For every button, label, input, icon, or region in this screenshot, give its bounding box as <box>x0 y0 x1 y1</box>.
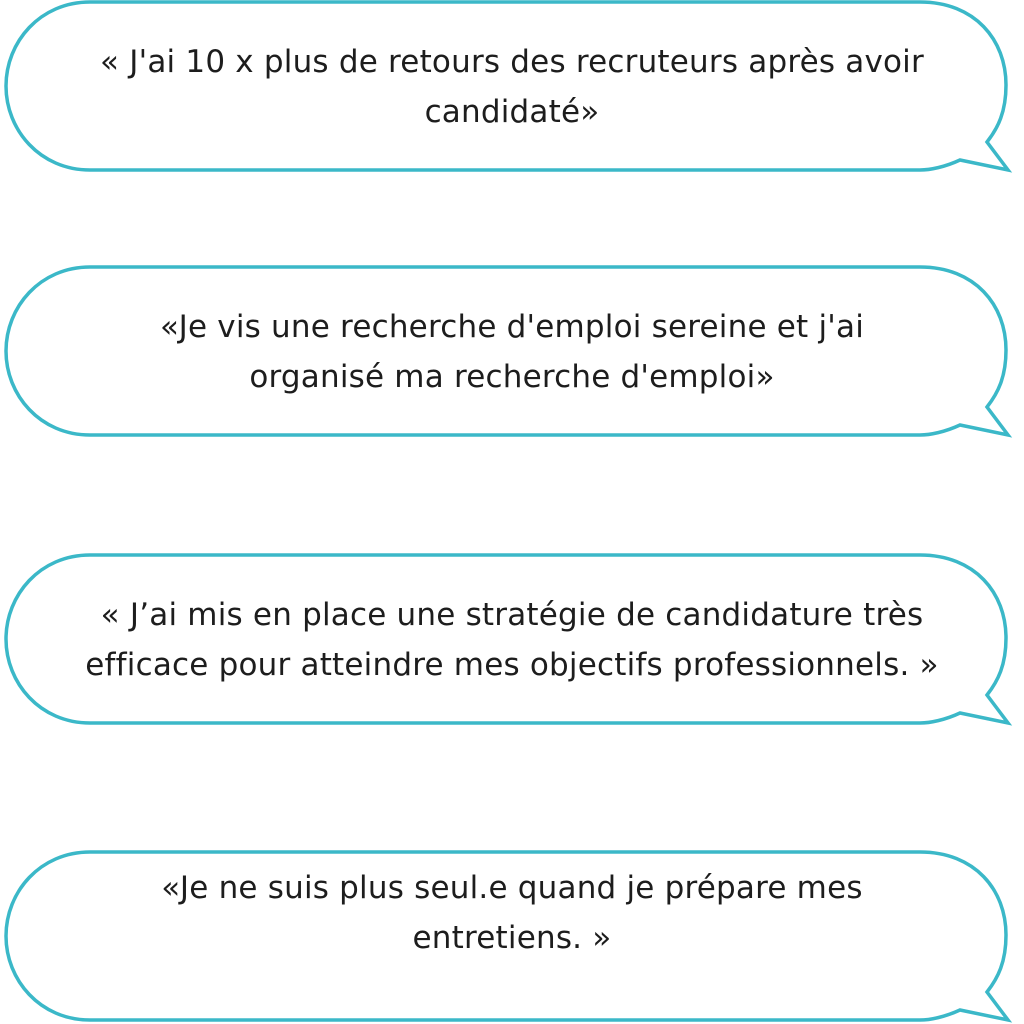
speech-bubble-2 <box>0 265 1024 445</box>
testimonial-text-3 <box>20 590 1004 690</box>
testimonial-line: «Je vis une recherche d'emploi sereine et j'ai <box>159 309 865 345</box>
testimonial-line: organisé ma recherche d'emploi» <box>249 359 775 395</box>
testimonial-line: candidaté» <box>424 94 600 130</box>
testimonial-line: « J’ai mis en place une stratégie de candidature très <box>100 597 924 633</box>
testimonial-text-4 <box>20 863 1004 963</box>
testimonial-text-2 <box>20 302 1004 402</box>
testimonial-line: efficace pour atteindre mes objectifs professionnels. » <box>85 647 939 683</box>
testimonial-line: entretiens. » <box>412 920 612 956</box>
testimonial-line: «Je ne suis plus seul.e quand je prépare mes <box>161 870 863 906</box>
speech-bubble-1 <box>0 0 1024 180</box>
speech-bubble-4 <box>0 850 1024 1024</box>
speech-bubble-3 <box>0 553 1024 733</box>
testimonial-line: « J'ai 10 x plus de retours des recruteurs après avoir <box>100 44 924 80</box>
testimonial-text-1 <box>20 37 1004 137</box>
